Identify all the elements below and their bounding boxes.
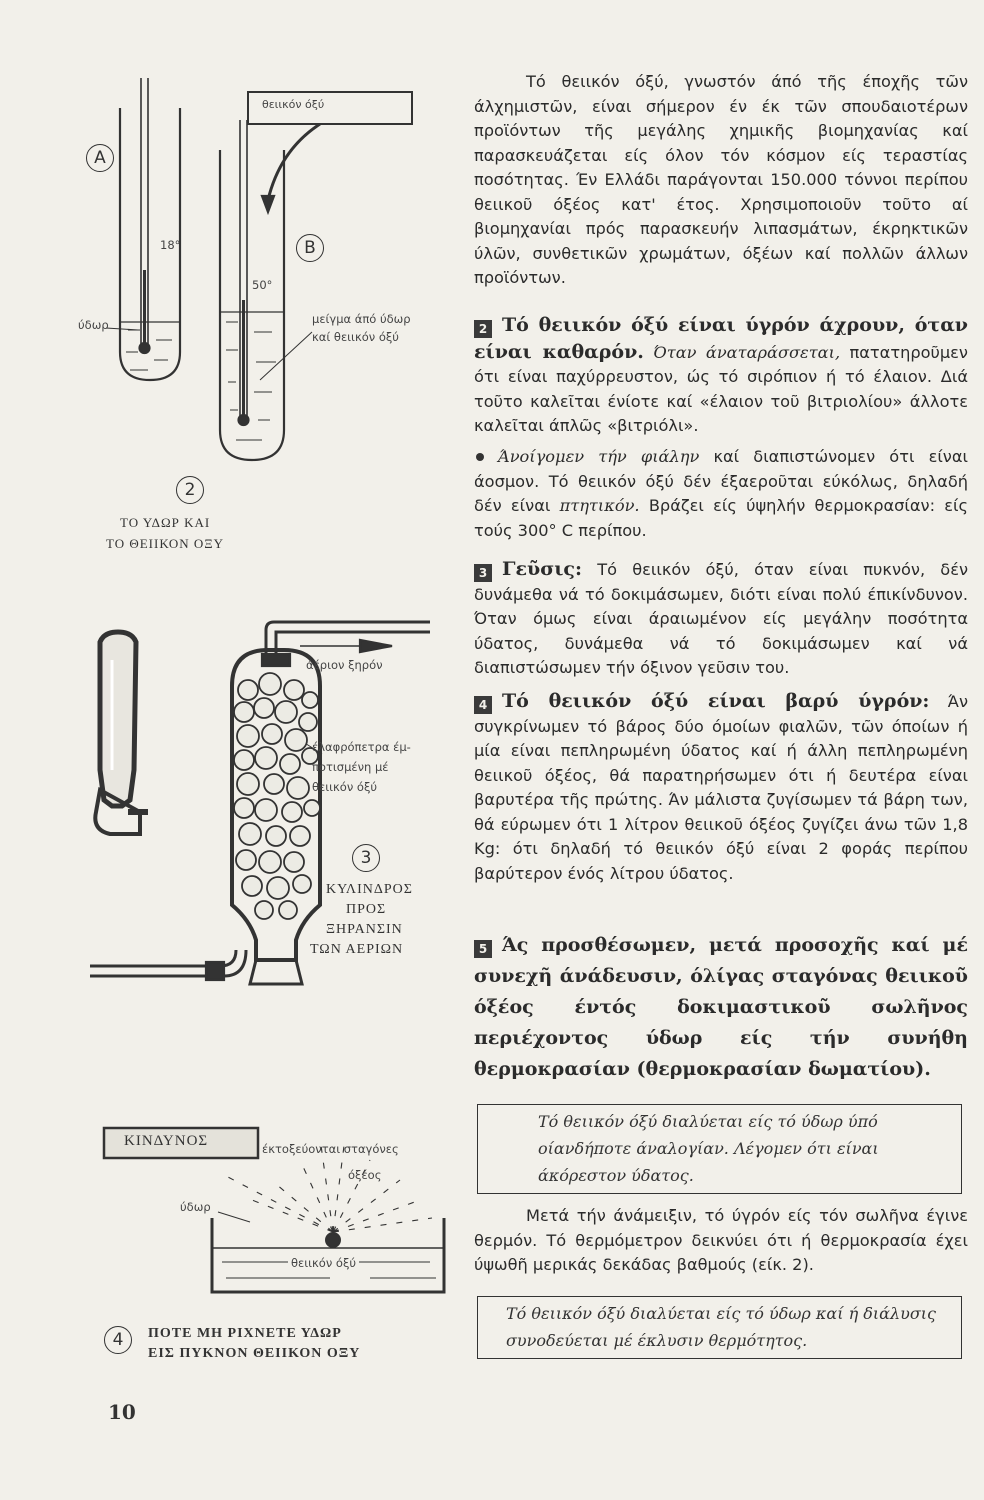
dry-air-label: άέριον ξηρόν bbox=[306, 658, 383, 672]
label-a: A bbox=[86, 144, 114, 172]
section-2-paragraph bbox=[474, 312, 968, 439]
pumice-label-1: έλαφρόπετρα έμ- bbox=[312, 740, 411, 754]
section-4-paragraph bbox=[474, 688, 968, 886]
figure-3-caption-4: ΤΩΝ ΑΕΡΙΩΝ bbox=[310, 942, 404, 957]
section-2b-body-1: καί διαπιστώνομεν ότι είναι άοσμον. Τό θειικόν όξύ δέν έξαεροῦται εύκόλως, δηλαδή δέν είναι bbox=[474, 447, 968, 515]
pumice-label-3: θειικόν όξύ bbox=[312, 780, 378, 794]
figure-2-number: 2 bbox=[176, 476, 204, 504]
page-number: 10 bbox=[108, 1400, 136, 1424]
section-2-body: πατατηροῦμεν ότι είναι παχύρρευστον, ώς τό σιρόπιον ή τό έλαιον. Διά τοῦτο καλεῖται ένίοτε καί «έλαιον τοῦ βιτριολίου» άλλοτε καλεῖται άπλῶς «βιτριόλι». bbox=[474, 342, 968, 435]
acid-dish-label: θειικόν όξύ bbox=[288, 1256, 359, 1270]
note-box-1: Τό θειικόν όξύ διαλύεται είς τό ύδωρ ύπό οίανδήποτε άναλογίαν. Λέγομεν ότι είναι άκόρεστον ύδατος. bbox=[477, 1104, 962, 1194]
section-3-body: Τό θειικόν όξύ, όταν είναι πυκνόν, δέν δυνάμεθα νά τό δοκιμάσωμεν, διότι είναι πολύ έπικίνδυνον. Όταν όμως είναι άραιωμένον είς μεγάλην ποσότητα ύδατος, δυνάμεθα νά τό δοκιμάσωμεν καί νά διαπιστώσωμεν τήν όξινον γεῦσιν του. bbox=[474, 560, 968, 677]
temp-b: 50° bbox=[252, 278, 273, 292]
figure-2-caption-1: ΤΟ ΥΔΩΡ ΚΑΙ bbox=[120, 515, 211, 530]
figure-3-number: 3 bbox=[352, 844, 380, 872]
figure-2-caption-2: ΤΟ ΘΕΙΙΚΟΝ ΟΞΥ bbox=[106, 536, 224, 551]
figure-4-caption-1: ΠΟΤΕ ΜΗ ΡΙΧΝΕΤΕ ΥΔΩΡ bbox=[148, 1326, 342, 1341]
section-3-heading: Γεῦσις: bbox=[502, 558, 583, 580]
bullet-icon bbox=[476, 453, 484, 461]
danger-label: ΚΙΝΔΥΝΟΣ bbox=[124, 1133, 209, 1149]
figure-4-caption-2: ΕΙΣ ΠΥΚΝΟΝ ΘΕΙΙΚΟΝ ΟΞΥ bbox=[148, 1346, 361, 1361]
section-2b-italic-2: πτητικόν. bbox=[559, 496, 640, 515]
section-2-italic: Όταν άναταράσσεται, bbox=[653, 342, 841, 362]
section-4-body: Άν συγκρίνωμεν τό βάρος δύο όμοίων φιαλῶν, τῶν όποίων ή μία είναι πεπληρωμένη ύδατος καί ή άλλη πεπληρωμένη θειικοῦ όξέος, θά παρατηρήσωμεν ότι ή δευτέρα είναι βαρυτέρα τῆς πρώτης. Άν μάλιστα ζυγίσωμεν τά βάρη των, θά εύρωμεν ότι 1 λίτρον θειικοῦ όξέος ζυγίζει άνω τῶν 1,8 Kg: ότι δηλαδή τό θειικόν όξύ είναι 2 φοράς περίπου βαρύτερον ένός λίτρου ύδατος. bbox=[474, 692, 968, 883]
mix-label-1: μείγμα άπό ύδωρ bbox=[312, 312, 411, 326]
after-mixing-paragraph bbox=[474, 1204, 968, 1278]
section-4-heading: Τό θειικόν όξύ είναι βαρύ ύγρόν: bbox=[502, 690, 930, 712]
figure-3-caption-1: ΚΥΛΙΝΔΡΟΣ bbox=[326, 882, 413, 897]
intro-paragraph bbox=[474, 70, 968, 291]
section-5-heading: Άς προσθέσωμεν, μετά προσοχῆς καί μέ συνεχῆ άνάδευσιν, όλίγας σταγόνας θειικοῦ όξέος έντός δοκιμαστικοῦ σωλῆνος περιέχοντος ύδωρ είς τήν συνήθη θερμοκρασίαν (θερμοκρασίαν δωματίου). bbox=[474, 934, 968, 1080]
acid-drops-label: όξέος bbox=[348, 1168, 382, 1182]
section-3-paragraph bbox=[474, 556, 968, 681]
section-2b-italic: Άνοίγομεν τήν φιάλην bbox=[498, 447, 700, 466]
water-drop-label: ύδωρ bbox=[180, 1200, 211, 1214]
water-label: ύδωρ bbox=[78, 318, 109, 332]
intro-text: Τό θειικόν όξύ, γνωστόν άπό τῆς έποχῆς τῶν άλχημιστῶν, είναι σήμερον έν έκ τῶν σπουδαιοτέρων προϊόντων τῆς μεγάλης χημικῆς βιομηχανίας καί παρασκευάζεται είς όλον τόν κόσμον είς τεραστίας ποσότητας. Έν Ελλάδι παράγονται 150.000 τόννοι περίπου θειικοῦ όξέος κατ' έτος. Χρησιμοποιοῦν τοῦτο αί βιομηχανίαι πρός παρασκευήν λιπασμάτων, έκρηκτικῶν ύλῶν, συνθετικῶν χρωμάτων, όξέων καί πολλῶν άλλων προϊόντων. bbox=[474, 72, 968, 287]
label-b: B bbox=[296, 234, 324, 262]
section-2b-body-2: Βράζει είς ύψηλήν θερμοκρασίαν: είς τούς 300° C περίπου. bbox=[474, 496, 969, 540]
mix-label-2: καί θειικόν όξύ bbox=[312, 330, 399, 344]
acid-box-label: θειικόν όξύ bbox=[262, 98, 325, 111]
drops-label: έκτοξεύονται σταγόνες bbox=[262, 1142, 399, 1156]
section-2b-paragraph bbox=[474, 445, 968, 543]
after-mixing-text: Μετά τήν άνάμειξιν, τό ύγρόν είς τόν σωλῆνα έγινε θερμόν. Τό θερμόμετρον δεικνύει ότι ή θερμοκρασία έχει ύψωθῆ μερικάς δεκάδας βαθμούς (είκ. 2). bbox=[474, 1206, 968, 1274]
section-2-heading: Τό θειικόν όξύ είναι ύγρόν άχρουν, όταν είναι καθαρόν. bbox=[474, 314, 968, 363]
pumice-label-2: ποτισμένη μέ bbox=[312, 760, 389, 774]
figure-4-number: 4 bbox=[104, 1326, 132, 1354]
note-box-2: Τό θειικόν όξύ διαλύεται είς τό ύδωρ καί ή διάλυσις συνοδεύεται μέ έκλυσιν θερμότητος. bbox=[477, 1296, 962, 1359]
section-4-number: 4 bbox=[474, 696, 492, 714]
temp-a: 18° bbox=[160, 238, 181, 252]
section-5-paragraph bbox=[474, 930, 968, 1085]
figure-3-caption-2: ΠΡΟΣ bbox=[346, 902, 387, 917]
section-3-number: 3 bbox=[474, 564, 492, 582]
figure-3-caption-3: ΞΗΡΑΝΣΙΝ bbox=[326, 922, 403, 937]
section-2-number: 2 bbox=[474, 320, 492, 338]
section-5-number: 5 bbox=[474, 940, 492, 958]
